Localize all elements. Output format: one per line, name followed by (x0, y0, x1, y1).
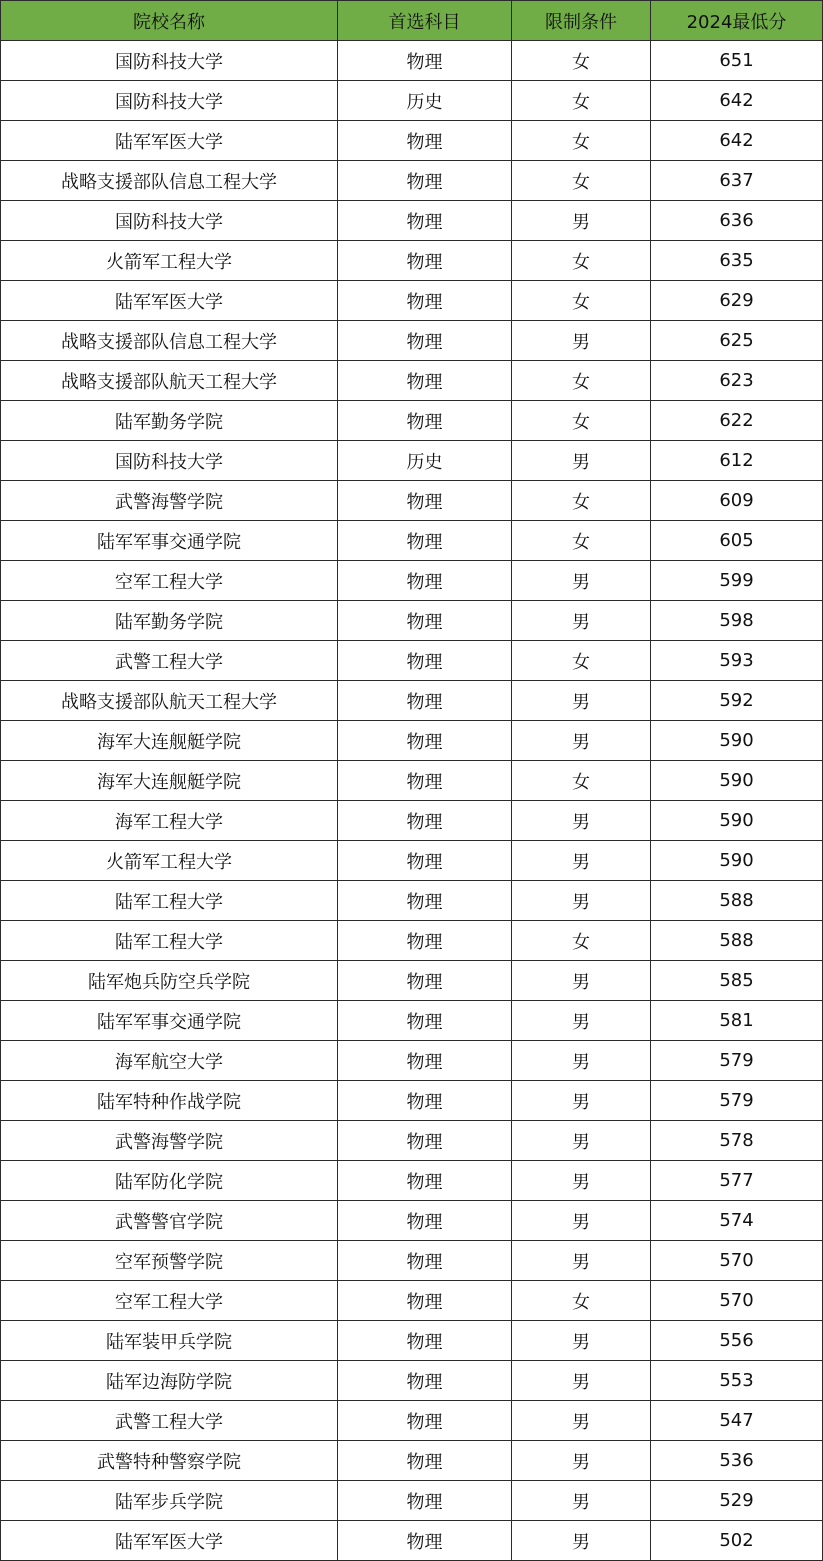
table-row (1, 1441, 823, 1481)
cell-min-score: 622 (651, 401, 823, 441)
cell-primary-subject: 物理 (338, 1521, 512, 1561)
cell-restriction: 女 (512, 401, 651, 441)
cell-min-score: 502 (651, 1521, 823, 1561)
cell-restriction: 男 (512, 1321, 651, 1361)
cell-primary-subject: 物理 (338, 1441, 512, 1481)
cell-school-name: 战略支援部队航天工程大学 (1, 681, 338, 721)
header-primary-subject: 首选科目 (338, 1, 512, 41)
cell-school-name: 陆军特种作战学院 (1, 1081, 338, 1121)
table-row (1, 641, 823, 681)
cell-school-name: 火箭军工程大学 (1, 841, 338, 881)
cell-primary-subject: 历史 (338, 441, 512, 481)
table-row (1, 601, 823, 641)
cell-restriction: 男 (512, 1521, 651, 1561)
table-row (1, 1481, 823, 1521)
cell-min-score: 599 (651, 561, 823, 601)
cell-min-score: 623 (651, 361, 823, 401)
cell-school-name: 空军工程大学 (1, 1281, 338, 1321)
cell-primary-subject: 物理 (338, 1241, 512, 1281)
cell-school-name: 武警特种警察学院 (1, 1441, 338, 1481)
cell-restriction: 男 (512, 321, 651, 361)
cell-restriction: 男 (512, 721, 651, 761)
table-row (1, 681, 823, 721)
cell-min-score: 590 (651, 721, 823, 761)
cell-restriction: 男 (512, 841, 651, 881)
cell-school-name: 海军航空大学 (1, 1041, 338, 1081)
cell-min-score: 590 (651, 761, 823, 801)
cell-primary-subject: 物理 (338, 681, 512, 721)
cell-primary-subject: 物理 (338, 1081, 512, 1121)
cell-school-name: 武警工程大学 (1, 1401, 338, 1441)
cell-restriction: 女 (512, 81, 651, 121)
table-row (1, 161, 823, 201)
cell-restriction: 女 (512, 161, 651, 201)
table-row (1, 281, 823, 321)
cell-primary-subject: 物理 (338, 801, 512, 841)
cell-primary-subject: 物理 (338, 1121, 512, 1161)
cell-min-score: 547 (651, 1401, 823, 1441)
cell-primary-subject: 物理 (338, 241, 512, 281)
table-row (1, 401, 823, 441)
cell-primary-subject: 物理 (338, 1161, 512, 1201)
cell-min-score: 570 (651, 1281, 823, 1321)
cell-school-name: 陆军军医大学 (1, 121, 338, 161)
table-header (1, 1, 823, 41)
table-row (1, 881, 823, 921)
cell-primary-subject: 物理 (338, 41, 512, 81)
header-school-name: 院校名称 (1, 1, 338, 41)
cell-school-name: 陆军边海防学院 (1, 1361, 338, 1401)
cell-min-score: 579 (651, 1041, 823, 1081)
cell-school-name: 战略支援部队航天工程大学 (1, 361, 338, 401)
table-row (1, 121, 823, 161)
table-row (1, 241, 823, 281)
cell-min-score: 651 (651, 41, 823, 81)
table-row (1, 1241, 823, 1281)
table-row (1, 481, 823, 521)
cell-primary-subject: 物理 (338, 921, 512, 961)
cell-min-score: 556 (651, 1321, 823, 1361)
cell-restriction: 男 (512, 1041, 651, 1081)
header-row (1, 1, 823, 41)
cell-school-name: 武警警官学院 (1, 1201, 338, 1241)
cell-restriction: 女 (512, 761, 651, 801)
cell-min-score: 588 (651, 921, 823, 961)
table-row (1, 1521, 823, 1561)
cell-min-score: 585 (651, 961, 823, 1001)
cell-min-score: 605 (651, 521, 823, 561)
cell-school-name: 武警海警学院 (1, 1121, 338, 1161)
cell-min-score: 574 (651, 1201, 823, 1241)
cell-primary-subject: 物理 (338, 561, 512, 601)
cell-restriction: 男 (512, 1361, 651, 1401)
cell-restriction: 女 (512, 1281, 651, 1321)
cell-restriction: 男 (512, 201, 651, 241)
cell-min-score: 578 (651, 1121, 823, 1161)
cell-school-name: 战略支援部队信息工程大学 (1, 161, 338, 201)
table-row (1, 1041, 823, 1081)
cell-school-name: 国防科技大学 (1, 41, 338, 81)
cell-restriction: 女 (512, 241, 651, 281)
cell-school-name: 空军预警学院 (1, 1241, 338, 1281)
header-restriction: 限制条件 (512, 1, 651, 41)
cell-school-name: 国防科技大学 (1, 441, 338, 481)
table-row (1, 361, 823, 401)
cell-primary-subject: 物理 (338, 481, 512, 521)
cell-school-name: 国防科技大学 (1, 201, 338, 241)
cell-school-name: 陆军军事交通学院 (1, 1001, 338, 1041)
cell-restriction: 男 (512, 441, 651, 481)
cell-school-name: 海军工程大学 (1, 801, 338, 841)
cell-school-name: 战略支援部队信息工程大学 (1, 321, 338, 361)
cell-min-score: 636 (651, 201, 823, 241)
cell-min-score: 598 (651, 601, 823, 641)
cell-primary-subject: 物理 (338, 361, 512, 401)
cell-school-name: 国防科技大学 (1, 81, 338, 121)
table-row (1, 1161, 823, 1201)
table-row (1, 1361, 823, 1401)
cell-primary-subject: 物理 (338, 121, 512, 161)
cell-school-name: 陆军军事交通学院 (1, 521, 338, 561)
table-row (1, 961, 823, 1001)
cell-school-name: 武警工程大学 (1, 641, 338, 681)
table-row (1, 201, 823, 241)
cell-primary-subject: 物理 (338, 641, 512, 681)
header-min-score-2024: 2024最低分 (651, 1, 823, 41)
cell-primary-subject: 物理 (338, 881, 512, 921)
table-row (1, 521, 823, 561)
table-row (1, 1201, 823, 1241)
cell-school-name: 火箭军工程大学 (1, 241, 338, 281)
table-row (1, 761, 823, 801)
cell-restriction: 男 (512, 1441, 651, 1481)
cell-restriction: 女 (512, 481, 651, 521)
cell-min-score: 553 (651, 1361, 823, 1401)
table-row (1, 441, 823, 481)
table-row (1, 921, 823, 961)
cell-primary-subject: 物理 (338, 961, 512, 1001)
table-row (1, 1321, 823, 1361)
cell-min-score: 635 (651, 241, 823, 281)
cell-school-name: 陆军勤务学院 (1, 401, 338, 441)
cell-min-score: 593 (651, 641, 823, 681)
cell-school-name: 海军大连舰艇学院 (1, 721, 338, 761)
cell-primary-subject: 物理 (338, 1481, 512, 1521)
table-row (1, 1081, 823, 1121)
cell-restriction: 男 (512, 1401, 651, 1441)
cell-restriction: 男 (512, 801, 651, 841)
table-row (1, 321, 823, 361)
cell-min-score: 609 (651, 481, 823, 521)
cell-primary-subject: 物理 (338, 1041, 512, 1081)
cell-primary-subject: 物理 (338, 1281, 512, 1321)
table-body (1, 41, 823, 1561)
cell-restriction: 男 (512, 1481, 651, 1521)
cell-school-name: 陆军工程大学 (1, 921, 338, 961)
cell-min-score: 642 (651, 81, 823, 121)
cell-primary-subject: 物理 (338, 321, 512, 361)
cell-primary-subject: 历史 (338, 81, 512, 121)
cell-restriction: 女 (512, 641, 651, 681)
cell-primary-subject: 物理 (338, 201, 512, 241)
cell-primary-subject: 物理 (338, 1001, 512, 1041)
cell-primary-subject: 物理 (338, 1201, 512, 1241)
table-row (1, 1001, 823, 1041)
cell-school-name: 陆军装甲兵学院 (1, 1321, 338, 1361)
cell-min-score: 629 (651, 281, 823, 321)
cell-school-name: 海军大连舰艇学院 (1, 761, 338, 801)
cell-min-score: 581 (651, 1001, 823, 1041)
cell-min-score: 536 (651, 1441, 823, 1481)
cell-school-name: 陆军防化学院 (1, 1161, 338, 1201)
table-row (1, 1401, 823, 1441)
cell-restriction: 男 (512, 1001, 651, 1041)
cell-restriction: 男 (512, 961, 651, 1001)
cell-primary-subject: 物理 (338, 1321, 512, 1361)
cell-min-score: 590 (651, 841, 823, 881)
cell-restriction: 男 (512, 1161, 651, 1201)
cell-restriction: 女 (512, 921, 651, 961)
cell-restriction: 男 (512, 561, 651, 601)
cell-min-score: 612 (651, 441, 823, 481)
cell-school-name: 陆军军医大学 (1, 281, 338, 321)
cell-min-score: 642 (651, 121, 823, 161)
cell-restriction: 男 (512, 681, 651, 721)
cell-primary-subject: 物理 (338, 401, 512, 441)
table-row (1, 1121, 823, 1161)
cell-primary-subject: 物理 (338, 841, 512, 881)
cell-school-name: 武警海警学院 (1, 481, 338, 521)
cell-primary-subject: 物理 (338, 601, 512, 641)
cell-min-score: 592 (651, 681, 823, 721)
table-row (1, 841, 823, 881)
table-row (1, 41, 823, 81)
cell-restriction: 女 (512, 521, 651, 561)
cell-restriction: 男 (512, 881, 651, 921)
cell-min-score: 529 (651, 1481, 823, 1521)
cell-min-score: 577 (651, 1161, 823, 1201)
cell-restriction: 女 (512, 121, 651, 161)
cell-primary-subject: 物理 (338, 161, 512, 201)
cell-restriction: 男 (512, 1121, 651, 1161)
cell-min-score: 570 (651, 1241, 823, 1281)
cell-restriction: 男 (512, 601, 651, 641)
cell-restriction: 女 (512, 41, 651, 81)
cell-school-name: 陆军勤务学院 (1, 601, 338, 641)
table-row (1, 1281, 823, 1321)
table-row (1, 561, 823, 601)
cell-primary-subject: 物理 (338, 761, 512, 801)
table-row (1, 81, 823, 121)
table-row (1, 801, 823, 841)
cell-min-score: 625 (651, 321, 823, 361)
cell-primary-subject: 物理 (338, 1401, 512, 1441)
cell-min-score: 590 (651, 801, 823, 841)
cell-primary-subject: 物理 (338, 1361, 512, 1401)
cell-school-name: 陆军步兵学院 (1, 1481, 338, 1521)
table-row (1, 721, 823, 761)
cell-school-name: 陆军炮兵防空兵学院 (1, 961, 338, 1001)
cell-restriction: 女 (512, 361, 651, 401)
cell-primary-subject: 物理 (338, 721, 512, 761)
cell-school-name: 陆军工程大学 (1, 881, 338, 921)
cell-restriction: 男 (512, 1081, 651, 1121)
cell-school-name: 陆军军医大学 (1, 1521, 338, 1561)
cell-min-score: 637 (651, 161, 823, 201)
cell-min-score: 588 (651, 881, 823, 921)
cell-restriction: 男 (512, 1241, 651, 1281)
cell-school-name: 空军工程大学 (1, 561, 338, 601)
cell-primary-subject: 物理 (338, 281, 512, 321)
cell-restriction: 男 (512, 1201, 651, 1241)
cell-restriction: 女 (512, 281, 651, 321)
cell-primary-subject: 物理 (338, 521, 512, 561)
cell-min-score: 579 (651, 1081, 823, 1121)
